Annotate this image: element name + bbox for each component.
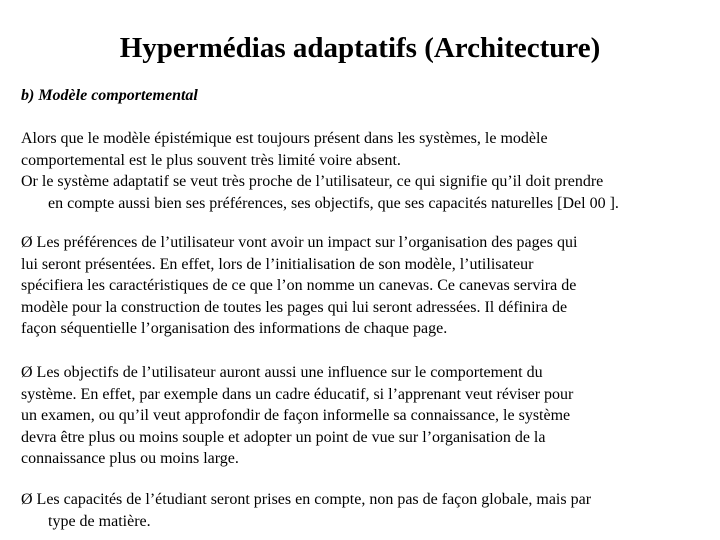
paragraph-line: Or le système adaptatif se veut très proche de l’utilisateur, ce qui signifie qu’il doit prendre: [21, 173, 604, 190]
section-subtitle: b) Modèle comportemental: [21, 87, 198, 104]
paragraph-line: lui seront présentées. En effet, lors de l’initialisation de son modèle, l’utilisateur: [21, 255, 534, 273]
bullet-objectives: [21, 362, 716, 470]
paragraph-line: spécifiera les caractéristiques de ce que l’on nomme un canevas. Ce canevas servira de: [21, 277, 577, 294]
paragraph-line: un examen, ou qu’il veut approfondir de façon informelle sa connaissance, le système: [21, 407, 571, 424]
paragraph-line: Ø Les objectifs de l’utilisateur auront aussi une influence sur le comportement du: [21, 364, 543, 381]
paragraph-line: Ø Les préférences de l’utilisateur vont avoir un impact sur l’organisation des pages qui: [21, 234, 578, 251]
paragraph-line: Alors que le modèle épistémique est toujours présent dans les systèmes, le modèle: [21, 130, 548, 147]
bullet-capacities: [21, 489, 716, 532]
slide-title: Hypermédias adaptatifs (Architecture): [119, 32, 601, 64]
paragraph-line: Ø Les capacités de l’étudiant seront prises en compte, non pas de façon globale, mais par: [21, 491, 592, 508]
paragraph-line: en compte aussi bien ses préférences, ses objectifs, que ses capacités naturelles [Del 00 ].: [48, 194, 619, 212]
paragraph-line: façon séquentielle l’organisation des informations de chaque page.: [21, 320, 448, 337]
paragraph-line: type de matière.: [48, 512, 151, 530]
paragraph-line: modèle pour la construction de toutes les pages qui lui seront adressées. Il définira de: [21, 298, 568, 316]
paragraph-line: comportemental est le plus souvent très limité voire absent.: [21, 151, 401, 169]
intro-paragraph: [21, 128, 716, 214]
paragraph-line: devra être plus ou moins souple et adopter un point de vue sur l’organisation de la: [21, 428, 546, 446]
bullet-preferences: [21, 232, 716, 340]
paragraph-line: connaissance plus ou moins large.: [21, 450, 239, 467]
paragraph-line: système. En effet, par exemple dans un cadre éducatif, si l’apprenant veut réviser pour: [21, 385, 574, 403]
